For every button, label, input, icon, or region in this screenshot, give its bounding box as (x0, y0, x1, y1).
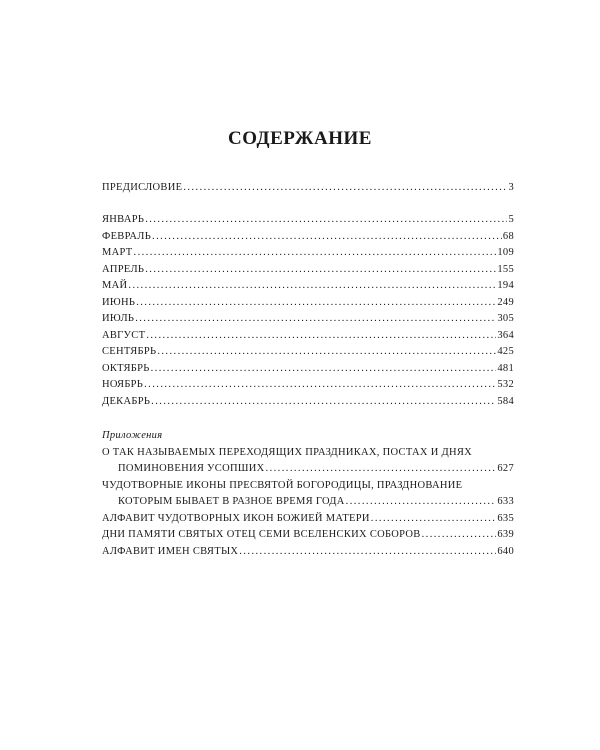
toc-entry-month[interactable] (102, 278, 514, 295)
toc-entry-label: ПРЕДИСЛОВИЕ (102, 182, 183, 193)
dot-leader (152, 229, 502, 246)
toc-entry-label: ФЕВРАЛЬ (102, 230, 152, 242)
toc-page-number: 532 (497, 379, 514, 390)
toc-page-number: 481 (497, 362, 514, 374)
toc-entry-appendix[interactable] (102, 544, 514, 561)
toc-entry-label: ИЮНЬ (102, 296, 136, 308)
toc-preface-section (102, 180, 514, 197)
toc-entry-month[interactable] (102, 344, 514, 361)
dot-leader (134, 245, 497, 262)
toc-entry-label: АПРЕЛЬ (102, 263, 145, 275)
toc-entry-month[interactable] (102, 311, 514, 328)
toc-entry-label: МАРТ (102, 247, 133, 258)
toc-page-number: 627 (497, 463, 514, 474)
toc-entry-preface[interactable] (102, 180, 514, 197)
toc-entry-label: НОЯБРЬ (102, 379, 144, 390)
dot-leader (239, 544, 496, 561)
toc-entry-label: ДНИ ПАМЯТИ СВЯТЫХ ОТЕЦ СЕМИ ВСЕЛЕНСКИХ СОБОРОВ (102, 529, 421, 540)
dot-leader (135, 311, 496, 328)
dot-leader (136, 295, 496, 312)
toc-entry-month[interactable] (102, 394, 514, 411)
toc-entry-label: МАЙ (102, 280, 128, 291)
toc-entry-month[interactable] (102, 212, 514, 229)
toc-page-number: 194 (497, 280, 514, 291)
dot-leader (266, 461, 497, 478)
dot-leader (145, 212, 507, 229)
toc-page-number: 584 (497, 395, 514, 407)
dot-leader (422, 527, 497, 544)
toc-page-number: 639 (497, 529, 514, 540)
dot-leader (183, 180, 507, 197)
toc-entry-label: ПОМИНОВЕНИЯ УСОПШИХ (118, 463, 265, 474)
toc-page-number: 68 (502, 230, 514, 242)
toc-entry-month[interactable] (102, 328, 514, 345)
toc-entry-label: ОКТЯБРЬ (102, 362, 150, 374)
toc-page-number: 640 (497, 545, 514, 557)
toc-entry-month[interactable] (102, 295, 514, 312)
toc-entry-label: АВГУСТ (102, 329, 146, 341)
toc-entry-label: АЛФАВИТ ЧУДОТВОРНЫХ ИКОН БОЖИЕЙ МАТЕРИ (102, 512, 370, 524)
toc-entry-appendix[interactable] (102, 511, 514, 528)
toc-months-section (102, 212, 514, 410)
toc-entry-month[interactable] (102, 245, 514, 262)
toc-entry-month[interactable] (102, 229, 514, 246)
dot-leader (128, 278, 496, 295)
toc-entry-appendix-line1[interactable]: ЧУДОТВОРНЫЕ ИКОНЫ ПРЕСВЯТОЙ БОГОРОДИЦЫ, ПРАЗДНОВАНИЕ (102, 479, 463, 491)
toc-page-number: 425 (497, 346, 514, 357)
toc-page-number: 249 (497, 296, 514, 308)
toc-entry-appendix-line1[interactable]: О ТАК НАЗЫВАЕМЫХ ПЕРЕХОДЯЩИХ ПРАЗДНИКАХ, ПОСТАХ И ДНЯХ (102, 446, 473, 458)
toc-entry-month[interactable] (102, 377, 514, 394)
toc-page-number: 5 (508, 214, 514, 225)
toc-entry-label: АЛФАВИТ ИМЕН СВЯТЫХ (102, 545, 239, 557)
toc-entry-label: СЕНТЯБРЬ (102, 346, 157, 357)
toc-entry-label: ИЮЛЬ (102, 313, 135, 324)
dot-leader (157, 344, 496, 361)
toc-entry-month[interactable] (102, 361, 514, 378)
dot-leader (146, 328, 496, 345)
toc-entry-appendix[interactable] (102, 494, 514, 511)
toc-page-number: 633 (497, 496, 514, 507)
toc-page-number: 635 (497, 512, 514, 524)
toc-page-number: 364 (497, 329, 514, 341)
toc-page-number: 305 (497, 313, 514, 324)
toc-entry-label: ЯНВАРЬ (102, 214, 145, 225)
toc-entry-month[interactable] (102, 262, 514, 279)
toc-appendix-section (102, 428, 514, 560)
toc-page-number: 3 (508, 182, 514, 193)
toc-entry-appendix[interactable] (102, 527, 514, 544)
dot-leader (151, 361, 497, 378)
toc-entry-label: ДЕКАБРЬ (102, 395, 151, 407)
dot-leader (346, 494, 497, 511)
toc-entry-label: КОТОРЫМ БЫВАЕТ В РАЗНОЕ ВРЕМЯ ГОДА (118, 496, 345, 507)
dot-leader (144, 377, 496, 394)
toc-page-number: 109 (497, 247, 514, 258)
dot-leader (151, 394, 496, 411)
appendix-heading: Приложения (102, 430, 163, 441)
dot-leader (145, 262, 496, 279)
toc-page-number: 155 (497, 263, 514, 275)
toc-entry-appendix[interactable] (102, 461, 514, 478)
dot-leader (371, 511, 497, 528)
page-title: СОДЕРЖАНИЕ (228, 128, 372, 149)
